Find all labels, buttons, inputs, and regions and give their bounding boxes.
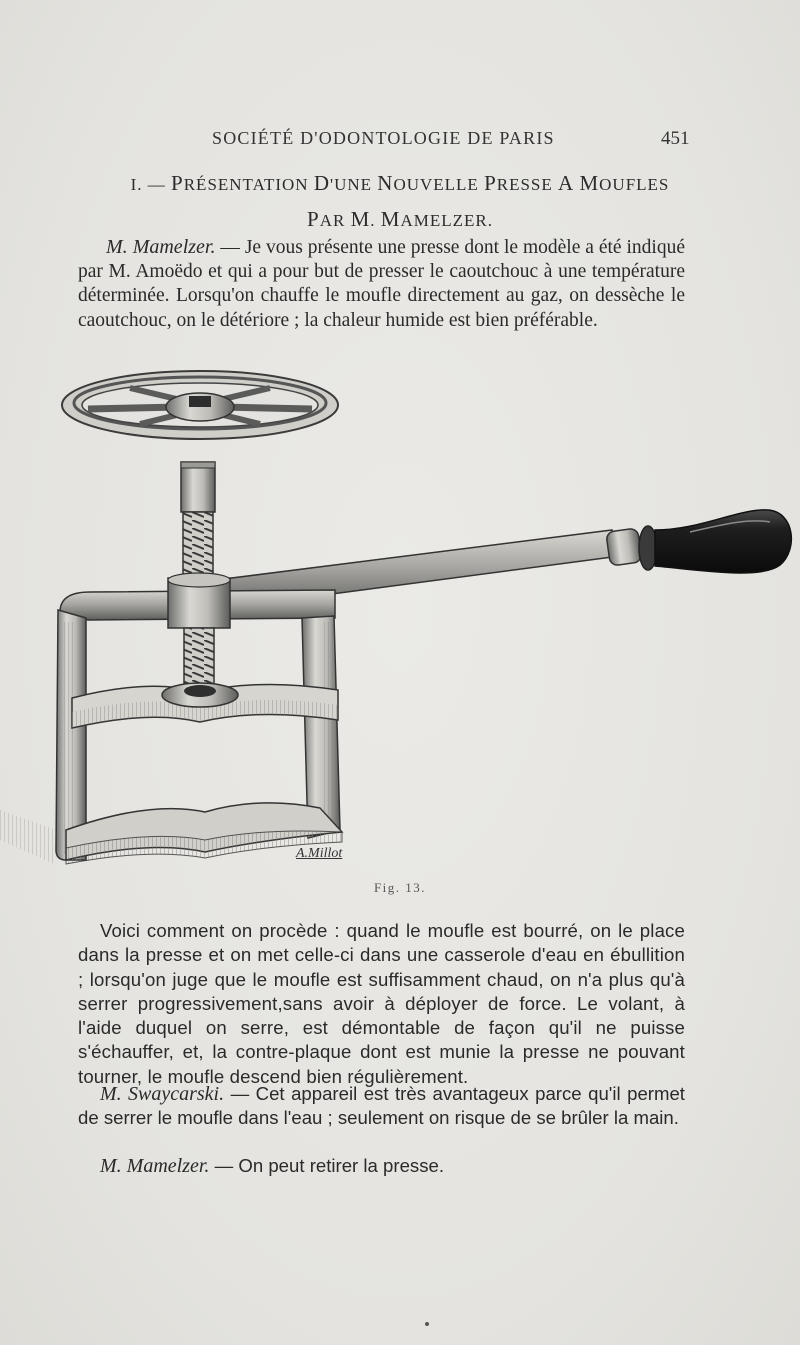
paragraph-text: — On peut retirer la presse. — [209, 1155, 445, 1176]
paragraph-4 — [78, 1154, 685, 1178]
speaker-name: M. Mamelzer. — [106, 236, 216, 258]
speaker-name: M. Mamelzer. — [100, 1155, 210, 1177]
paragraph-1 — [78, 235, 685, 333]
figure-caption: Fig. 13. — [373, 880, 427, 895]
paragraph-text: — Je vous présente une presse dont le modèle a été indiqué par M. Amoëdo et qui a pour but de presser le caoutchouc à une température déterminée. Lorsqu'on chauffe le moufle directement au gaz, on dessèche le caoutchouc, on le détériore ; la chaleur humide est bien préférable. — [78, 237, 685, 331]
page-number: 451 — [661, 128, 690, 149]
section-title-line-1 — [130, 171, 670, 195]
paragraph-2 — [78, 919, 685, 1089]
section-title — [0, 166, 800, 238]
paragraph-3 — [78, 1082, 685, 1131]
paragraph-text: Voici comment on procède : quand le moufle est bourré, on le place dans la presse et on met celle-ci dans une casserole d'eau en ébullition ; lorsqu'on juge que le moufle est suffisamment chaud, on n'a plus qu'à serrer progressivement,sans avoir à déployer de force. Le volant, à l'aide duquel on serre, est démontable de façon qu'il ne puisse s'échauffer, et, la contre-plaque dont est munie la presse ne pouvant tourner, le moufle descend bien régulièrement. — [78, 920, 685, 1087]
ink-dot — [425, 1322, 429, 1326]
engraver-signature: A.Millot — [296, 846, 343, 861]
running-head — [0, 128, 800, 158]
section-number: I. — — [130, 175, 166, 194]
paragraph-text: — Cet appareil est très avantageux parce qu'il permet de serrer le moufle dans l'eau ; seulement on risque de se brûler la main. — [78, 1083, 685, 1129]
section-title-text: PRÉSENTATION D'UNE NOUVELLE PRESSE A MOUFLES — [171, 171, 670, 195]
press-engraving — [0, 360, 800, 880]
section-title-author: PAR M. MAMELZER. — [307, 207, 493, 231]
running-title: SOCIÉTÉ D'ODONTOLOGIE DE PARIS — [212, 128, 555, 148]
speaker-name: M. Swaycarski. — [100, 1083, 225, 1105]
press-illustration — [0, 360, 800, 880]
handwheel — [62, 371, 338, 439]
